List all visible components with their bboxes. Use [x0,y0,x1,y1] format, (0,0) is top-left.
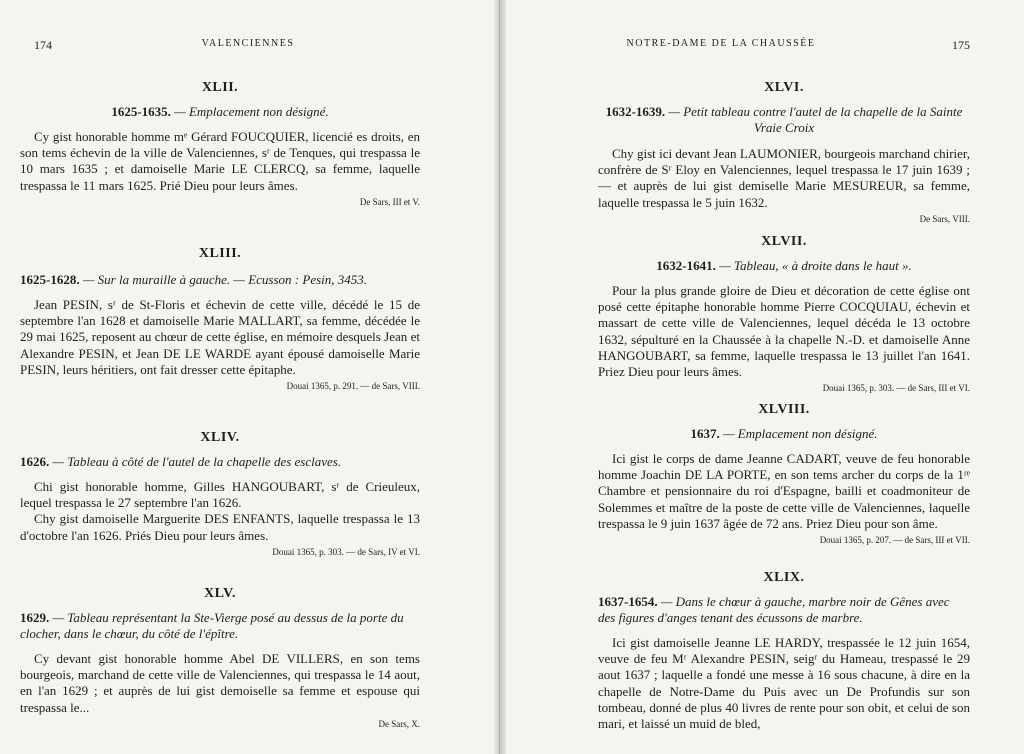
entry-xlix [598,570,970,732]
entry-date: 1637. [690,426,720,441]
entry-heading [598,258,970,274]
entry-xlii [20,80,420,208]
entry-body [598,635,970,732]
entry-body [20,129,420,194]
entry-description: — Sur la muraille à gauche. — Ecusson : Pesin, 3453. [82,272,368,287]
entry-source: Douai 1365, p. 303. — de Sars, IV et VI. [272,546,420,557]
entry-numeral: XLVI. [764,80,804,95]
right-page [506,0,1024,754]
entry-source: Douai 1365, p. 291. — de Sars, VIII. [286,381,420,392]
entry-description: — Emplacement non désigné. [722,426,878,441]
entry-heading [20,610,420,642]
entry-date: 1629. [20,610,50,625]
entry-heading [598,104,970,136]
gutter-fold-line [499,0,500,754]
entry-description: — Dans le chœur à gauche, marbre noir de Gênes avec des figures d'anges tenant des écussons de marbre. [598,594,950,625]
entry-paragraph: Chy gist damoiselle Marguerite DES ENFANTS, laquelle trespassa le 13 d'octobre l'an 1626. Priés Dieu pour leurs âmes. [20,511,420,543]
entry-source: Douai 1365, p. 303. — de Sars, III et VI. [822,383,970,394]
entry-body [20,479,420,544]
entry-numeral: XLIX. [763,570,805,585]
entry-heading [20,272,420,288]
entry-description: — Tableau, « à droite dans le haut ». [719,258,912,273]
entry-body [20,297,420,378]
entry-paragraph: Cy devant gist honorable homme Abel DE VILLERS, en son tems bourgeois, marchand de cette ville de Valenciennes, qui trespassa le 14 aout, en l'an 1629 ; et auprès de lui gist demoiselle sa femme et espouse qui trespassa le... [20,651,420,715]
entry-source: De Sars, III et V. [359,196,420,207]
entry-heading [598,594,970,626]
entry-heading [20,104,420,120]
entry-paragraph: Cy gist honorable homme mᵉ Gérard FOUCQUIER, licencié es droits, en son tems échevin de la ville de Valenciennes, sʳ de Tenques, qui trespassa le 10 mars 1635 ; et damoiselle Marie LE CLERCQ, sa femme, laquelle trespassa le 11 mars 1625. Prié Dieu pour leurs âmes. [20,129,420,193]
entry-paragraph: Ici gist le corps de dame Jeanne CADART, veuve de feu honorable homme Joachin DE LA PORTE, en son tems archer du corps de la 1ʳᵉ Chambre et pensionnaire du roi d'Espagne, bailli et coadmoniteur de Solemmes et maître de la poste de cette ville de Valenciennes, laquelle trespassa le 9 juin 1637 âgée de 72 ans. Priez Dieu pour son âme. [598,451,970,531]
entry-heading [20,454,420,470]
entry-source: De Sars, X. [378,718,420,729]
entry-paragraph: Pour la plus grande gloire de Dieu et décoration de cette église ont posé cette épitaphe honorable homme Pierre COCQUIAU, échevin et massart de cette ville de Valenciennes, lequel décéda le 13 octobre 1632, sépulturé en la Chaussée à la chapelle N.-D. et damoiselle Anne HANGOUBART, sa femme, laquelle trespassa le 13 juillet l'an 1641. Priez Dieu pour leurs âmes. [598,283,970,380]
entry-body [598,451,970,532]
entry-body [598,283,970,380]
entry-date: 1637-1654. [598,594,658,609]
left-running-head: VALENCIENNES [201,38,295,49]
entry-description: — Petit tableau contre l'autel de la chapelle de la Sainte Vraie Croix [668,104,963,135]
entry-description: — Tableau à côté de l'autel de la chapelle des esclaves. [52,454,342,469]
entry-description: — Tableau représentant la Ste-Vierge posé au dessus de la porte du clocher, dans le chœur, du côté de l'épître. [20,610,404,641]
entry-body [598,146,970,211]
entry-paragraph: Ici gist damoiselle Jeanne LE HARDY, trespassée le 12 juin 1654, veuve de feu Mʳ Alexandre PESIN, seigʳ du Hameau, trespassé le 29 aout 1637 ; laquelle a fondé une messe à 16 sous chacune, à dire en la chapelle de Notre-Dame du Puis avec un De Profundis sur son tombeau, donné de plus 40 livres de rente pour son obit, et celui de son mari, et laissé un muid de bled, [598,635,970,732]
entry-paragraph: Chy gist ici devant Jean LAUMONIER, bourgeois marchand chirier, confrère de Sʳ Eloy en Valenciennes, lequel trespassa le 17 juin 1639 ; — et auprès de lui gist demiselle Marie MESUREUR, sa femme, laquelle trespassa le 5 juin 1632. [598,146,970,210]
entry-xlvii [598,234,970,394]
entry-numeral: XLVIII. [758,402,810,417]
entry-xliv [20,430,420,558]
entry-paragraph: Chi gist honorable homme, Gilles HANGOUBART, sʳ de Crieuleux, lequel trespassa le 27 septembre l'an 1626. [20,479,420,511]
entry-description: — Emplacement non désigné. [174,104,329,119]
entry-numeral: XLII. [201,80,239,95]
entry-xliii [20,246,420,392]
entry-date: 1625-1628. [20,272,80,287]
entry-numeral: XLIII. [198,246,242,261]
entry-paragraph: Jean PESIN, sʳ de St-Floris et échevin de cette ville, décédé le 15 de septembre l'an 1628 et damoiselle Marie MALLART, sa femme, décédée le 29 mai 1625, reposent au chœur de cette église, en mémoire desquels Jean et Alexandre PESIN, et Jean DE LE WARDE ayant épousé damoiselle Marie PESIN, leurs héritiers, ont fait dresser cette épitaphe. [20,297,420,377]
entry-numeral: XLV. [204,586,236,601]
entry-heading [598,426,970,442]
entry-body [20,651,420,716]
entry-numeral: XLVII. [761,234,807,249]
entry-date: 1632-1639. [605,104,666,119]
entry-xlviii [598,402,970,546]
entry-numeral: XLIV. [200,430,240,445]
entry-date: 1626. [20,454,50,469]
right-running-head: NOTRE-DAME DE LA CHAUSSÉE [626,38,816,49]
entry-xlvi [598,80,970,225]
entry-source: Douai 1365, p. 207. — de Sars, III et VII. [819,535,970,546]
entry-xlv [20,586,420,730]
left-page [0,0,496,754]
left-page-number: 174 [34,38,52,52]
right-page-number: 175 [952,38,970,52]
entry-source: De Sars, VIII. [919,213,970,224]
entry-date: 1625-1635. [111,104,171,119]
entry-date: 1632-1641. [656,258,716,273]
